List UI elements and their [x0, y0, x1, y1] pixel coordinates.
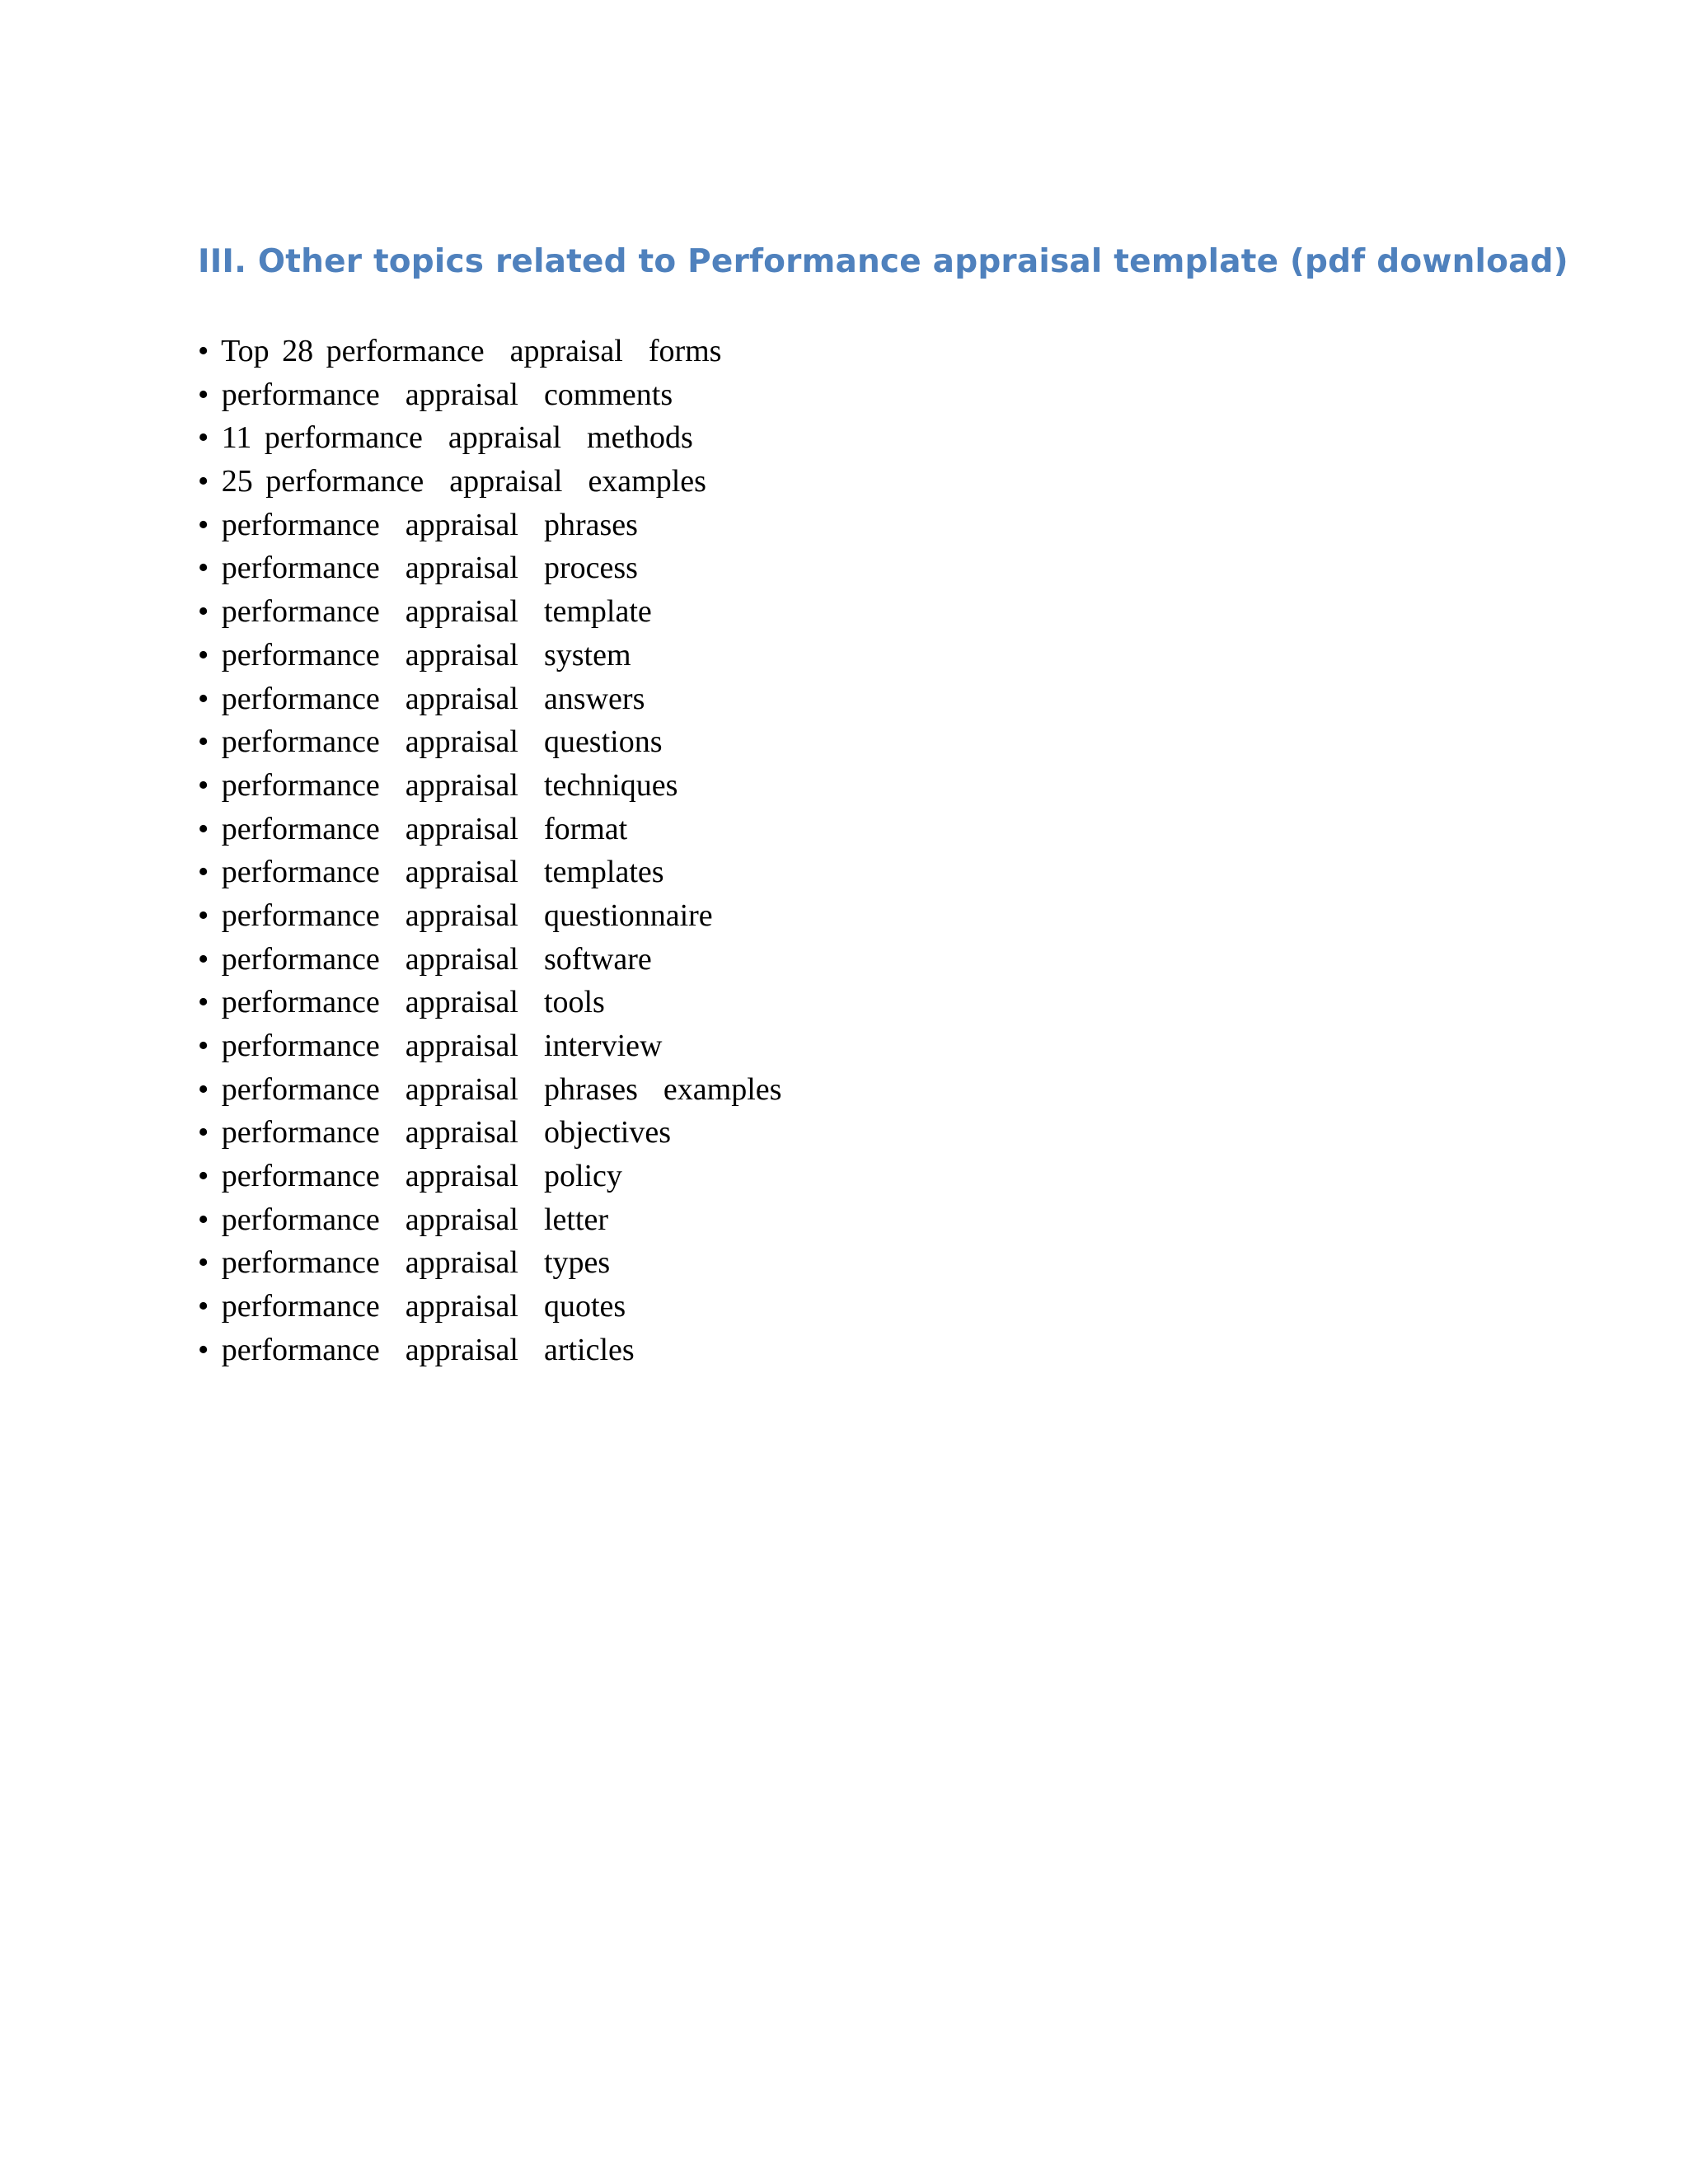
- topic-item: • performance appraisal software: [198, 941, 652, 977]
- topic-item: • performance appraisal techniques: [198, 767, 678, 803]
- topic-item: • performance appraisal process: [198, 551, 638, 586]
- topic-item: • performance appraisal questionnaire: [198, 898, 713, 933]
- topic-item: • performance appraisal types: [198, 1245, 611, 1281]
- topic-item: • performance appraisal tools: [198, 985, 605, 1020]
- topic-item: • Top 28 performance appraisal forms: [198, 334, 722, 368]
- topic-item: • performance appraisal policy: [198, 1159, 622, 1194]
- topic-item: • performance appraisal phrases: [198, 507, 638, 542]
- topic-item: • performance appraisal letter: [198, 1202, 609, 1237]
- topic-item: • performance appraisal format: [198, 811, 628, 846]
- topic-item: • performance appraisal phrases examples: [198, 1071, 782, 1107]
- topic-item: • performance appraisal quotes: [198, 1289, 626, 1324]
- topic-item: • 11 performance appraisal methods: [198, 420, 693, 456]
- topic-item: • 25 performance appraisal examples: [198, 464, 706, 499]
- topic-item: • performance appraisal objectives: [198, 1115, 672, 1151]
- topic-item: • performance appraisal articles: [198, 1332, 635, 1367]
- topic-list: [198, 330, 781, 1372]
- topic-item: • performance appraisal system: [198, 637, 631, 673]
- topic-item: • performance appraisal answers: [198, 681, 645, 716]
- topic-item: • performance appraisal templates: [198, 855, 664, 890]
- topic-item: • performance appraisal template: [198, 594, 652, 630]
- topic-item: • performance appraisal questions: [198, 724, 663, 760]
- section-heading: III. Other topics related to Performance appraisal template (pdf download): [198, 243, 1568, 280]
- topic-item: • performance appraisal comments: [198, 377, 673, 412]
- topic-item: • performance appraisal interview: [198, 1029, 663, 1063]
